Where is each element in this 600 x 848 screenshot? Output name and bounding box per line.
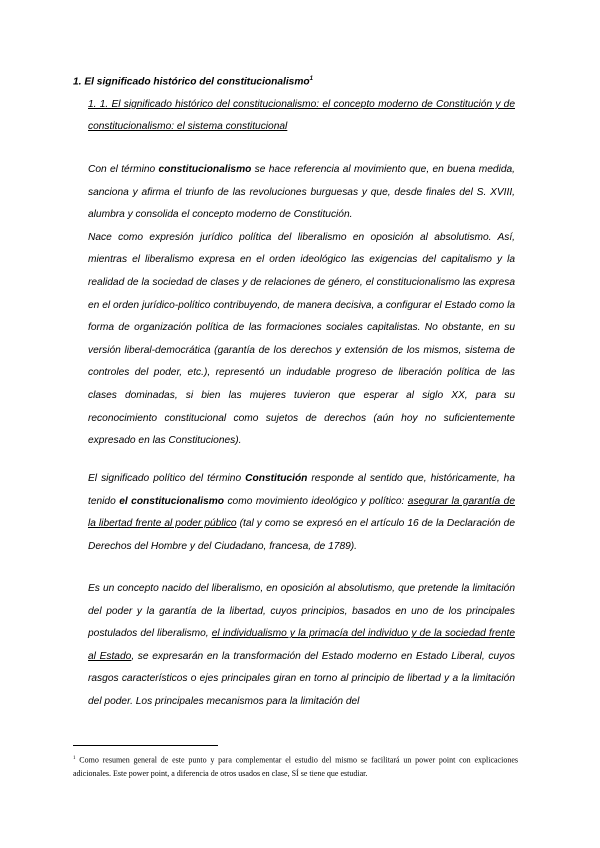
subsection-heading: 1. 1. El significado histórico del constitucionalismo: el concepto moderno de Constitución y de constitucionalismo: el sistema constitucional	[88, 99, 515, 132]
paragraph-3-text-a: Es un concepto nacido del liberalismo, en oposición al absolutismo, que pretende la limitación del poder y la garantía de la libertad, cuyos principios, basados en uno de los principales postulados del liberalismo,	[88, 583, 515, 640]
paragraph-2-term-constitucion: Constitución	[245, 473, 308, 484]
heading-number: 1.	[73, 76, 82, 88]
paragraph-3-text-c: , se expresarán en la transformación del Estado moderno en Estado Liberal, cuyos rasgos característicos o ejes principales giran en torno al principio de libertad y a la limitación del poder. Los principales mecanismos para la limitación del	[88, 650, 515, 707]
paragraph-3-underlined: el individualismo y la primacía del individuo y de la sociedad frente al Estado	[88, 628, 515, 662]
paragraph-2-text-g: (tal y como se expresó en el artículo 16 de la Declaración de Derechos del Hombre y del Ciudadano, francesa, de 1789).	[88, 518, 515, 552]
paragraph-1	[88, 159, 515, 453]
footnote-number: 1	[73, 756, 76, 761]
paragraph-1-text-a: Con el término	[88, 164, 159, 175]
paragraph-2-text-a: El significado político del término	[88, 473, 246, 484]
footnote-ref[interactable]: 1	[309, 76, 313, 82]
paragraph-1-term: constitucionalismo	[158, 164, 252, 175]
heading-text: El significado histórico del constitucionalismo	[84, 76, 310, 88]
footnote	[73, 752, 518, 780]
paragraph-1-text-d: Nace como expresión jurídico política del liberalismo en oposición al absolutismo. Así, mientras el liberalismo expresa en el orden ideológico las exigencias del capitalismo y la realidad de la sociedad de clases y de relaciones de género, el constitucionalismo las expresa en el orden jurídico-político contribuyendo, de manera decisiva, a configurar el Estado como la forma de organización política de las formaciones sociales capitalistas. No obstante, en su versión liberal-democrática (garantía de los derechos y extensión de los mismos, sistema de controles del poder, etc.), representó un indudable progreso de liberación política de las clases dominadas, si bien las mujeres tuvieron que esperar al siglo XX, para su reconocimiento constitucional como sujetos de derechos (aún hoy no suficientemente expresado en las Constituciones).	[88, 231, 515, 447]
footnote-separator	[73, 745, 218, 746]
footnote-text: Como resumen general de este punto y para complementar el estudio del mismo se facilitará un power point con explicaciones adicionales. Este power point, a diferencia de otros usados en clase, SÍ se tiene que estudiar.	[73, 755, 518, 778]
paragraph-2	[88, 468, 515, 558]
paragraph-2-term-constitucionalismo: el constitucionalismo	[119, 495, 224, 507]
paragraph-1-text-c: se hace referencia al movimiento que, en buena medida, sanciona y afirma el triunfo de las revoluciones burguesas y que, desde finales del S. XVIII, alumbra y consolida el concepto moderno de Constitución.	[88, 164, 515, 221]
section-heading	[73, 76, 313, 87]
paragraph-3	[88, 578, 515, 714]
paragraph-2-text-e: como movimiento ideológico y político:	[224, 495, 408, 507]
paragraph-2-underlined: asegurar la garantía de la libertad frente al poder público	[88, 495, 516, 530]
paragraph-2-text-c: responde al sentido que, históricamente, ha tenido	[88, 473, 515, 507]
